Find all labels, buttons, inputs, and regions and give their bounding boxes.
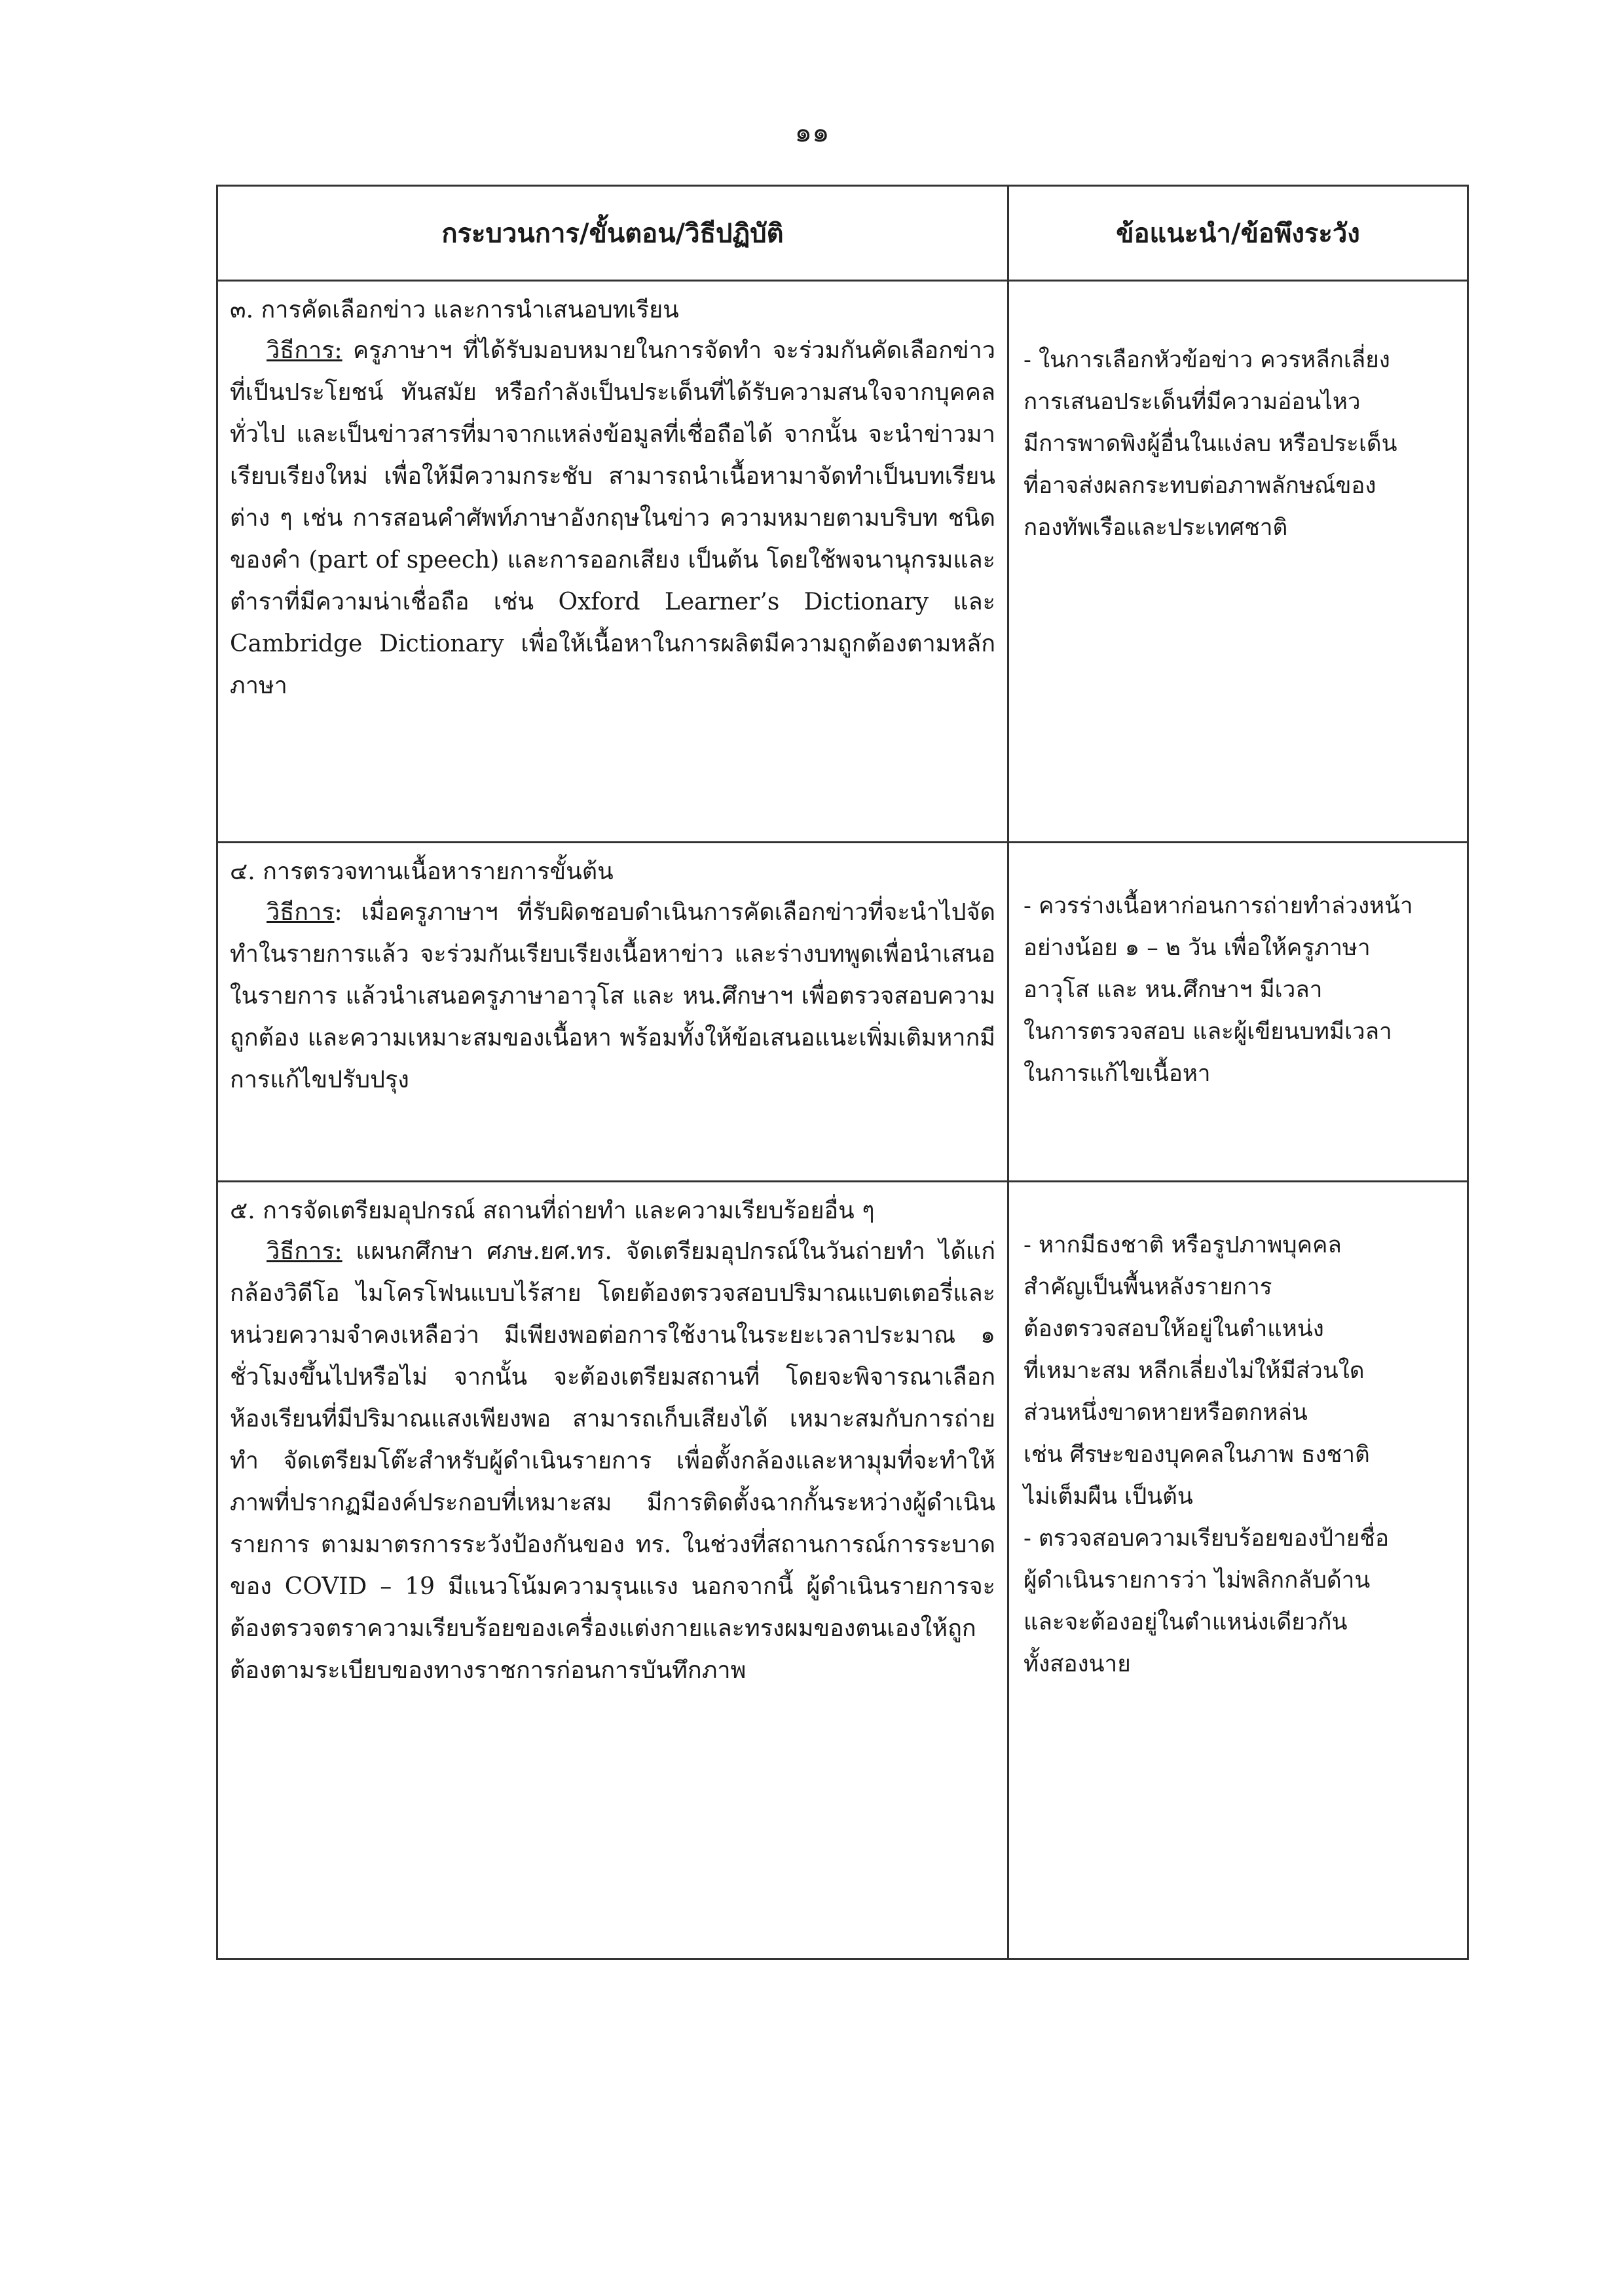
note-line: - ในการเลือกหัวข้อข่าว ควรหลีกเลี่ยง <box>1024 347 1390 373</box>
procedure-cell <box>217 1182 1008 1959</box>
note-line: มีการพาดพิงผู้อื่นในแง่ลบ หรือประเด็น <box>1024 431 1397 457</box>
step-title: ๓. การคัดเลือกข่าว และการนำเสนอบทเรียน <box>230 297 679 323</box>
table-row <box>217 1182 1468 1959</box>
note-line: - ควรร่างเนื้อหาก่อนการถ่ายทำล่วงหน้า <box>1024 893 1413 919</box>
note-line: ในการแก้ไขเนื้อหา <box>1024 1061 1211 1087</box>
note-line: การเสนอประเด็นที่มีความอ่อนไหว <box>1024 389 1361 415</box>
step-description <box>230 330 995 707</box>
note-line: ไม่เต็มผืน เป็นต้น <box>1024 1484 1193 1510</box>
method-label: วิธีการ <box>267 899 335 926</box>
table-row <box>217 281 1468 843</box>
procedure-cell <box>217 843 1008 1182</box>
note-line: ในการตรวจสอบ และผู้เขียนบทมีเวลา <box>1024 1019 1392 1045</box>
method-text: แผนกศึกษา ศภษ.ยศ.ทร. จัดเตรียมอุปกรณ์ในวันถ่ายทำ ได้แก่ กล้องวิดีโอ ไมโครโฟนแบบไร้สาย โดยต้องตรวจสอบปริมาณแบตเตอรี่และหน่วยความจำคงเหลือว่า มีเพียงพอต่อการใช้งานในระยะเวลาประมาณ ๑ ชั่วโมงขึ้นไปหรือไม่ จากนั้น จะต้องเตรียมสถานที่ โดยจะพิจารณาเลือกห้องเรียนที่มีปริมาณแสงเพียงพอ สามารถเก็บเสียงได้ เหมาะสมกับการถ่ายทำ จัดเตรียมโต๊ะสำหรับผู้ดำเนินรายการ เพื่อตั้งกล้องและหามุมที่จะทำให้ภาพที่ปรากฏมีองค์ประกอบที่เหมาะสม มีการติดตั้งฉากกั้นระหว่างผู้ดำเนินรายการ ตามมาตรการระวังป้องกันของ ทร. ในช่วงที่สถานการณ์การระบาดของ COVID – 19 มีแนวโน้มความรุนแรง นอกจากนี้ ผู้ดำเนินรายการจะต้องตรวจตราความเรียบร้อยของเครื่องแต่งกายและทรงผมของตนเองให้ถูกต้องตามระเบียบของทางราชการก่อนการบันทึกภาพ <box>230 1238 995 1684</box>
note-line: ส่วนหนึ่งขาดหายหรือตกหล่น <box>1024 1400 1308 1426</box>
note-line: เช่น ศีรษะของบุคคลในภาพ ธงชาติ <box>1024 1442 1370 1468</box>
step-description <box>230 892 995 1101</box>
page-number: ๑๑ <box>794 116 830 148</box>
step-description <box>230 1231 995 1692</box>
note-line: ต้องตรวจสอบให้อยู่ในตำแหน่ง <box>1024 1316 1324 1342</box>
procedure-table <box>216 185 1469 1960</box>
method-label: วิธีการ: <box>267 1238 342 1265</box>
note-line: - ตรวจสอบความเรียบร้อยของป้ายชื่อ <box>1024 1525 1390 1552</box>
note-line: กองทัพเรือและประเทศชาติ <box>1024 515 1288 541</box>
note-line: ที่อาจส่งผลกระทบต่อภาพลักษณ์ของ <box>1024 473 1376 499</box>
notes-list <box>1024 1224 1458 1685</box>
table-row <box>217 843 1468 1182</box>
method-text: : เมื่อครูภาษาฯ ที่รับผิดชอบดำเนินการคัดเลือกข่าวที่จะนำไปจัดทำในรายการแล้ว จะร่วมกันเรียบเรียงเนื้อหาข่าว และร่างบทพูดเพื่อนำเสนอในรายการ แล้วนำเสนอครูภาษาอาวุโส และ หน.ศึกษาฯ เพื่อตรวจสอบความถูกต้อง และความเหมาะสมของเนื้อหา พร้อมทั้งให้ข้อเสนอแนะเพิ่มเติมหากมีการแก้ไขปรับปรุง <box>230 899 995 1093</box>
notes-list <box>1024 885 1458 1095</box>
note-line: ผู้ดำเนินรายการว่า ไม่พลิกกลับด้าน <box>1024 1567 1371 1594</box>
notes-cell <box>1008 281 1468 843</box>
step-title: ๕. การจัดเตรียมอุปกรณ์ สถานที่ถ่ายทำ และความเรียบร้อยอื่น ๆ <box>230 1197 875 1224</box>
note-line: - หากมีธงชาติ หรือรูปภาพบุคคล <box>1024 1232 1342 1258</box>
notes-list <box>1024 339 1458 549</box>
step-title: ๔. การตรวจทานเนื้อหารายการขั้นต้น <box>230 858 614 885</box>
method-label: วิธีการ: <box>267 337 342 364</box>
method-text: ครูภาษาฯ ที่ได้รับมอบหมายในการจัดทำ จะร่วมกันคัดเลือกข่าวที่เป็นประโยชน์ ทันสมัย หรือกำลังเป็นประเด็นที่ได้รับความสนใจจากบุคคลทั่วไป และเป็นข่าวสารที่มาจากแหล่งข้อมูลที่เชื่อถือได้ จากนั้น จะนำข่าวมาเรียบเรียงใหม่ เพื่อให้มีความกระชับ สามารถนำเนื้อหามาจัดทำเป็นบทเรียนต่าง ๆ เช่น การสอนคำศัพท์ภาษาอังกฤษในข่าว ความหมายตามบริบท ชนิดของคำ (part of speech) และการออกเสียง เป็นต้น โดยใช้พจนานุกรมและตำราที่มีความน่าเชื่อถือ เช่น Oxford Learner’s Dictionary และ Cambridge Dictionary เพื่อให้เนื้อหาในการผลิตมีความถูกต้องตามหลักภาษา <box>230 337 995 699</box>
note-line: ที่เหมาะสม หลีกเลี่ยงไม่ให้มีส่วนใด <box>1024 1358 1365 1384</box>
note-line: และจะต้องอยู่ในตำแหน่งเดียวกัน <box>1024 1609 1348 1635</box>
notes-cell <box>1008 843 1468 1182</box>
procedure-cell <box>217 281 1008 843</box>
note-line: อย่างน้อย ๑ – ๒ วัน เพื่อให้ครูภาษา <box>1024 935 1371 961</box>
header-notes: ข้อแนะนำ/ข้อพึงระวัง <box>1008 186 1468 281</box>
note-line: ทั้งสองนาย <box>1024 1651 1131 1677</box>
table-header-row <box>217 186 1468 281</box>
note-line: อาวุโส และ หน.ศึกษาฯ มีเวลา <box>1024 977 1323 1003</box>
header-procedure: กระบวนการ/ขั้นตอน/วิธีปฏิบัติ <box>217 186 1008 281</box>
note-line: สำคัญเป็นพื้นหลังรายการ <box>1024 1274 1272 1300</box>
notes-cell <box>1008 1182 1468 1959</box>
